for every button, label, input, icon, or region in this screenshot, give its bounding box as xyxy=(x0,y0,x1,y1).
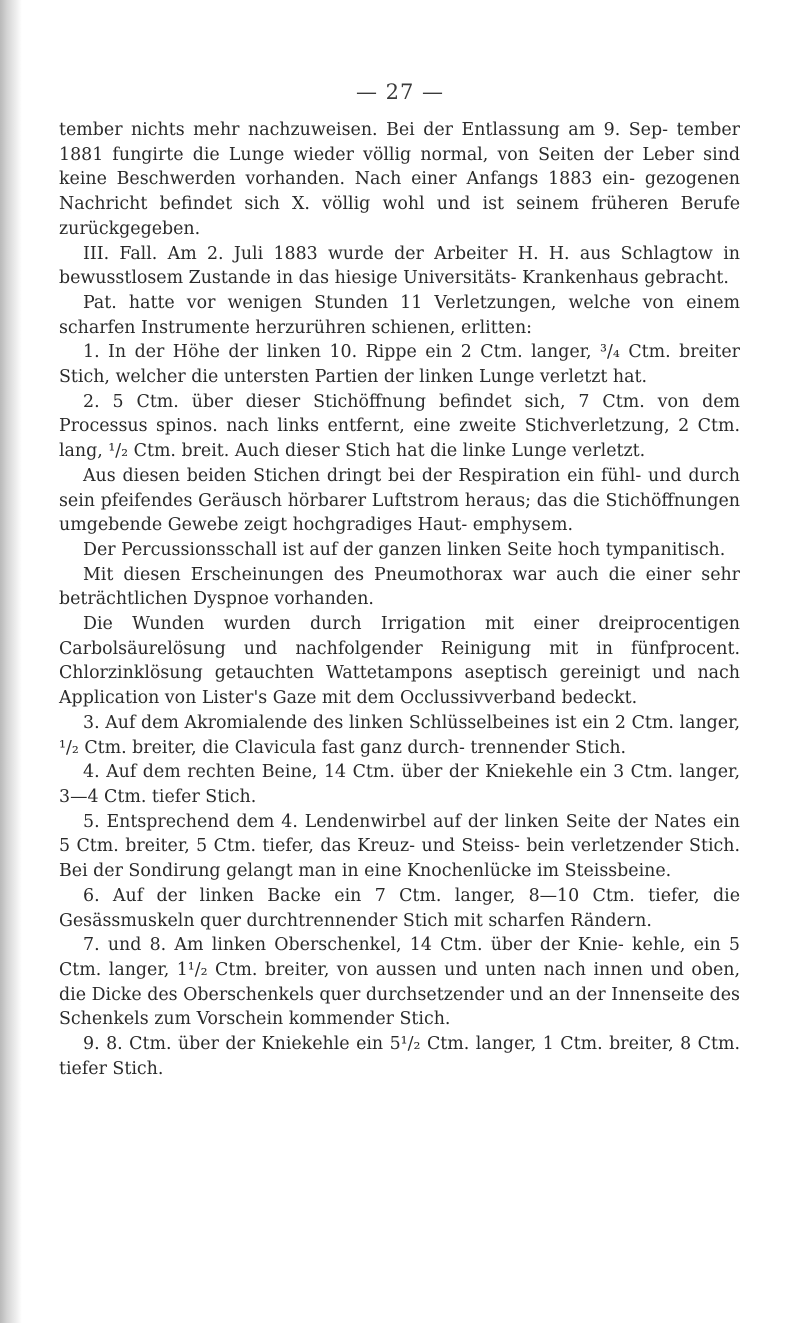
body-text xyxy=(59,118,740,1081)
paragraph-percussion: Der Percussionsschall ist auf der ganzen linken Seite hoch tympanitisch. xyxy=(83,539,726,560)
paragraph-injury-5: 5. Entsprechend dem 4. Lendenwirbel auf der linken Seite der Nates ein 5 Ctm. breiter, 5 Ctm. tiefer, das Kreuz- und Steiss- bein verletzender Stich. Bei der Sondirung gelangt man in eine Knochenlücke im Steissbeine. xyxy=(59,811,740,882)
paragraph-wound-treatment: Die Wunden wurden durch Irrigation mit einer dreiprocentigen Carbolsäurelösung und nachfolgender Reinigung mit in fünfprocent. Chlorzinklösung getauchten Wattetampons aseptisch gereinigt und nach Application von Lister's Gaze mit dem Occlussivverband bedeckt. xyxy=(59,614,740,709)
paragraph-injury-2: 2. 5 Ctm. über dieser Stichöffnung befindet sich, 7 Ctm. von dem Processus spinos. nach links entfernt, eine zweite Stichverletzung, 2 Ctm. lang, ¹/₂ Ctm. breit. Auch dieser Stich hat die linke Lunge verletzt. xyxy=(59,391,740,462)
paragraph-pneumothorax: Mit diesen Erscheinungen des Pneumothorax war auch die einer sehr beträchtlichen Dyspnoe vorhanden. xyxy=(59,564,740,610)
paragraph-injury-1: 1. In der Höhe der linken 10. Rippe ein 2 Ctm. langer, ³/₄ Ctm. breiter Stich, welcher die untersten Partien der linken Lunge verletzt hat. xyxy=(59,342,740,388)
paragraph-continuation: tember nichts mehr nachzuweisen. Bei der Entlassung am 9. Sep- tember 1881 fungirte die Lunge wieder völlig normal, von Seiten der Leber sind keine Beschwerden vorhanden. Nach einer Anfangs 1883 ein- gezogenen Nachricht befindet sich X. völlig wohl und ist seinem früheren Berufe zurückgegeben. xyxy=(59,120,740,239)
paragraph-injury-3: 3. Auf dem Akromialende des linken Schlüsselbeines ist ein 2 Ctm. langer, ¹/₂ Ctm. breiter, die Clavicula fast ganz durch- trennender Stich. xyxy=(59,712,740,758)
page-number: — 27 — xyxy=(355,80,445,104)
paragraph-case-three-intro: III. Fall. Am 2. Juli 1883 wurde der Arbeiter H. H. aus Schlagtow in bewusstlosem Zustande in das hiesige Universitäts- Krankenhaus gebracht. xyxy=(59,243,740,289)
paragraph-airflow: Aus diesen beiden Stichen dringt bei der Respiration ein fühl- und durch sein pfeifendes Geräusch hörbarer Luftstrom heraus; das die Stichöffnungen umgebende Gewebe zeigt hochgradiges Haut- emphysem. xyxy=(59,465,740,536)
paragraph-injury-9: 9. 8. Ctm. über der Kniekehle ein 5¹/₂ Ctm. langer, 1 Ctm. breiter, 8 Ctm. tiefer Stich. xyxy=(59,1034,740,1079)
paragraph-injury-7-8: 7. und 8. Am linken Oberschenkel, 14 Ctm. über der Knie- kehle, ein 5 Ctm. langer, 1¹/₂ Ctm. breiter, von aussen und unten nach innen und oben, die Dicke des Oberschenkels quer durchsetzender und an der Innenseite des Schenkels zum Vorschein kommender Stich. xyxy=(59,935,740,1030)
paragraph-injury-4: 4. Auf dem rechten Beine, 14 Ctm. über der Kniekehle ein 3 Ctm. langer, 3—4 Ctm. tiefer Stich. xyxy=(59,762,740,807)
paragraph-injuries-intro: Pat. hatte vor wenigen Stunden 11 Verletzungen, welche von einem scharfen Instrumente herzurühren schienen, erlitten: xyxy=(59,292,740,338)
paragraph-injury-6: 6. Auf der linken Backe ein 7 Ctm. langer, 8—10 Ctm. tiefer, die Gesässmuskeln quer durchtrennender Stich mit scharfen Rändern. xyxy=(59,885,740,931)
